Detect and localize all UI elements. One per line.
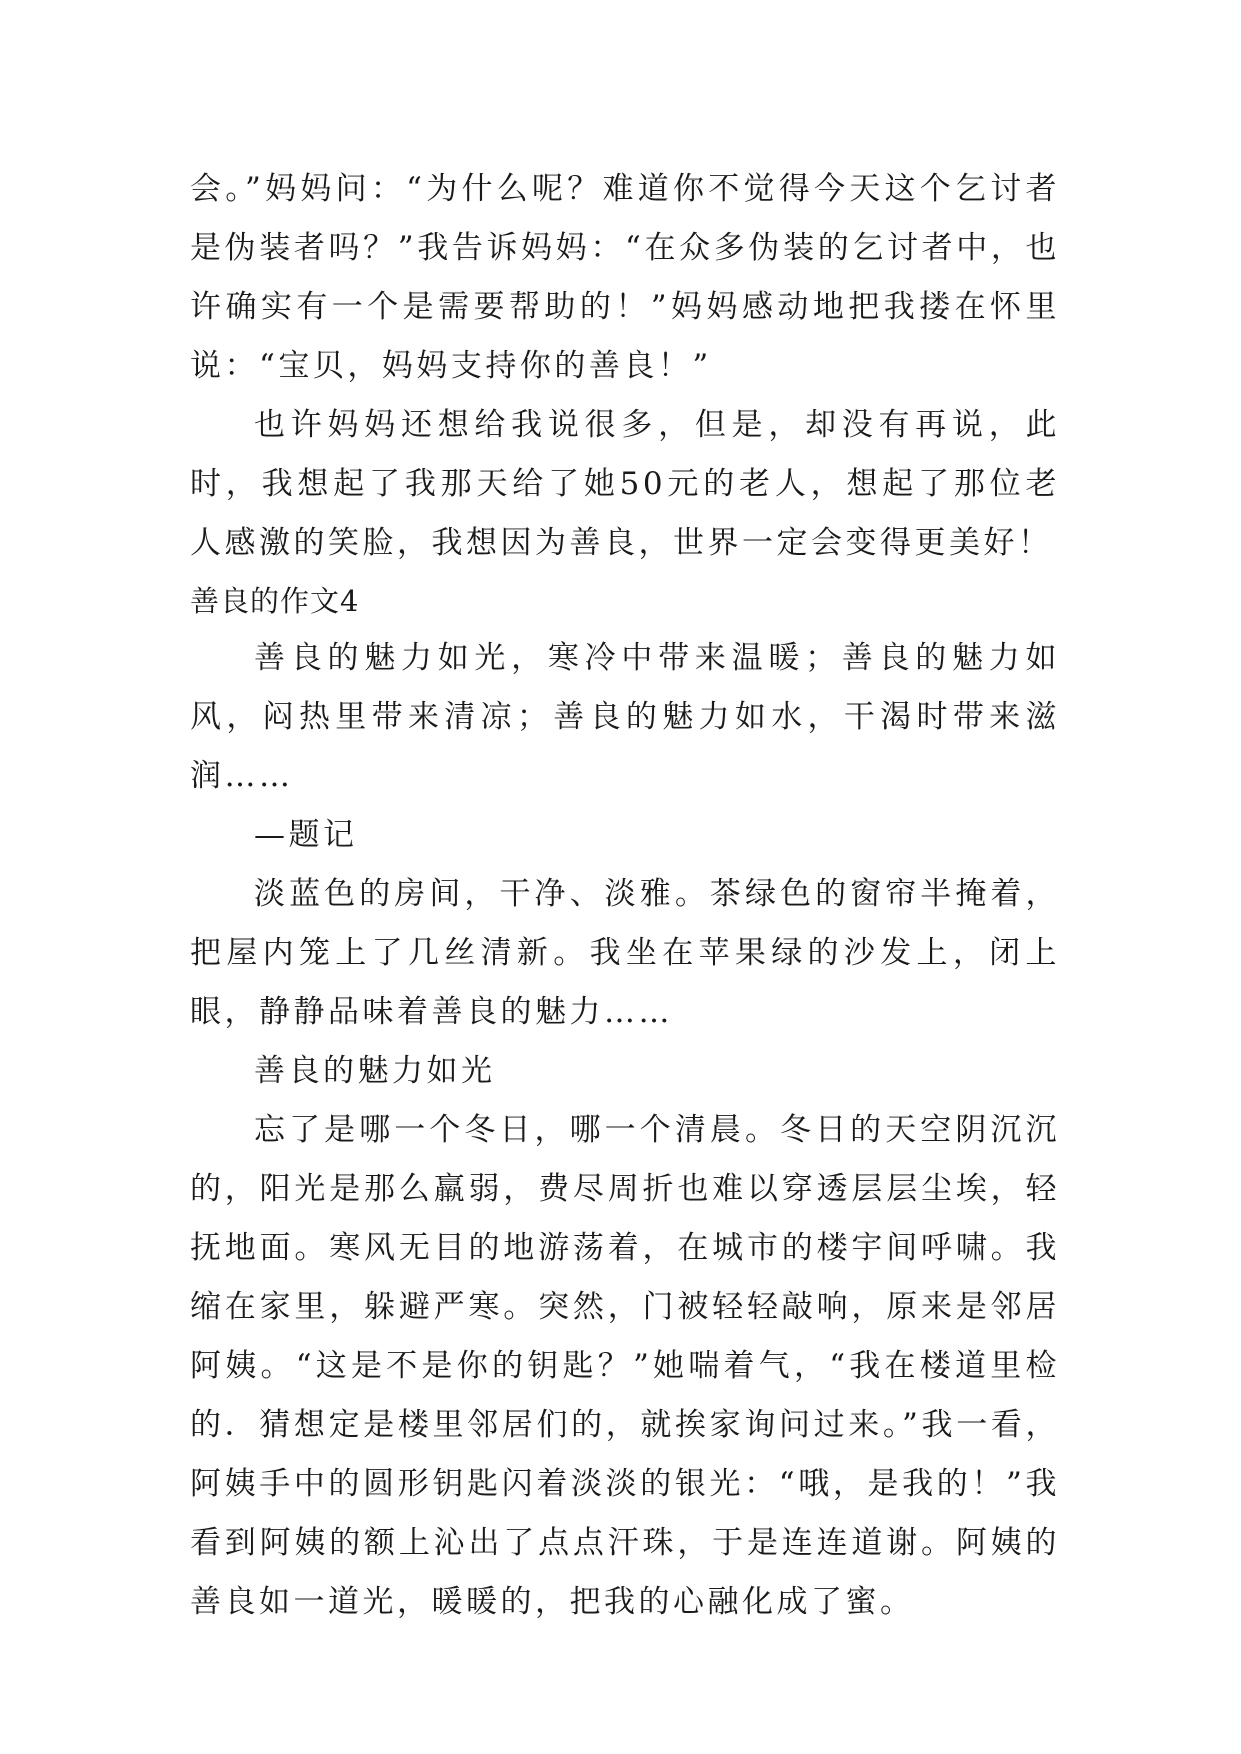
paragraph-epigraph-label: —题记 bbox=[254, 817, 358, 853]
document-body bbox=[190, 160, 1060, 1632]
essay-title: 善良的作文4 bbox=[190, 584, 360, 618]
paragraph-reflection: 也许妈妈还想给我说很多，但是，却没有再说，此时，我想起了我那天给了她50元的老人，想起了那位老人感激的笑脸，我想因为善良，世界一定会变得更美好！ bbox=[190, 407, 1060, 561]
paragraph-dialogue: 会。”妈妈问：“为什么呢？难道你不觉得今天这个乞讨者是伪装者吗？”我告诉妈妈：“在众多伪装的乞讨者中，也许确实有一个是需要帮助的！”妈妈感动地把我搂在怀里说：“宝贝，妈妈支持你的善良！” bbox=[190, 171, 1060, 384]
paragraph-room: 淡蓝色的房间，干净、淡雅。茶绿色的窗帘半掩着，把屋内笼上了几丝清新。我坐在苹果绿的沙发上，闭上眼，静静品味着善良的魅力…… bbox=[190, 876, 1060, 1030]
section-heading: 善良的魅力如光 bbox=[254, 1053, 496, 1089]
paragraph-intro: 善良的魅力如光，寒冷中带来温暖；善良的魅力如风，闷热里带来清凉；善良的魅力如水，干渴时带来滋润…… bbox=[190, 640, 1060, 794]
paragraph-story: 忘了是哪一个冬日，哪一个清晨。冬日的天空阴沉沉的，阳光是那么羸弱，费尽周折也难以穿透层层尘埃，轻抚地面。寒风无目的地游荡着，在城市的楼宇间呼啸。我缩在家里，躲避严寒。突然，门被轻轻敲响，原来是邻居阿姨。“这是不是你的钥匙？”她喘着气，“我在楼道里检的．猜想定是楼里邻居们的，就挨家询问过来。”我一看，阿姨手中的圆形钥匙闪着淡淡的银光：“哦，是我的！”我看到阿姨的额上沁出了点点汗珠，于是连连道谢。阿姨的善良如一道光，暖暖的，把我的心融化成了蜜。 bbox=[190, 1112, 1060, 1620]
